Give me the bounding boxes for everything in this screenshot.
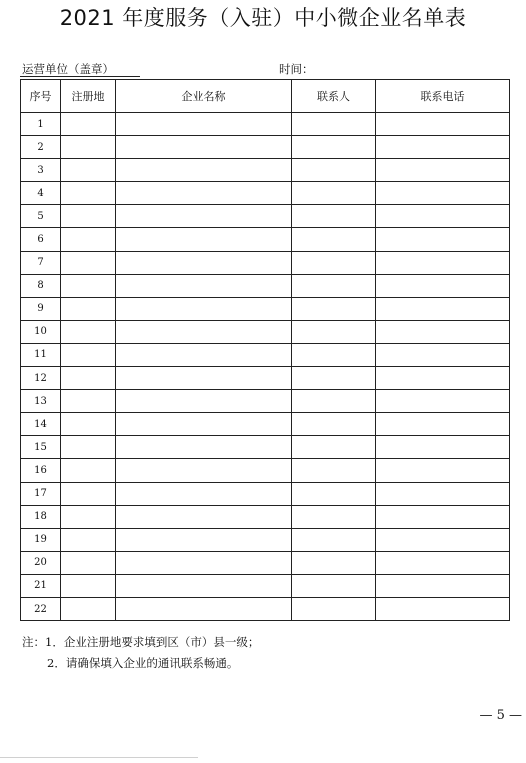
table-body <box>21 113 510 621</box>
cell-contact-phone[interactable] <box>376 367 510 390</box>
cell-registration-place[interactable] <box>61 274 116 297</box>
row-serial-number: 12 <box>21 367 61 390</box>
header-contact-person: 联系人 <box>292 80 376 113</box>
cell-contact-person[interactable] <box>292 113 376 136</box>
cell-registration-place[interactable] <box>61 390 116 413</box>
cell-registration-place[interactable] <box>61 574 116 597</box>
cell-company-name[interactable] <box>116 159 292 182</box>
table-row <box>21 251 510 274</box>
cell-contact-phone[interactable] <box>376 205 510 228</box>
cell-contact-phone[interactable] <box>376 459 510 482</box>
table-row <box>21 159 510 182</box>
cell-contact-person[interactable] <box>292 205 376 228</box>
table-header-row <box>21 80 510 113</box>
cell-contact-phone[interactable] <box>376 597 510 620</box>
cell-contact-person[interactable] <box>292 574 376 597</box>
cell-contact-phone[interactable] <box>376 136 510 159</box>
table-row <box>21 228 510 251</box>
table-row <box>21 505 510 528</box>
row-serial-number: 4 <box>21 182 61 205</box>
cell-contact-person[interactable] <box>292 274 376 297</box>
cell-company-name[interactable] <box>116 251 292 274</box>
row-serial-number: 13 <box>21 390 61 413</box>
table-row <box>21 343 510 366</box>
header-serial-number: 序号 <box>21 80 61 113</box>
cell-registration-place[interactable] <box>61 113 116 136</box>
row-serial-number: 16 <box>21 459 61 482</box>
cell-contact-person[interactable] <box>292 390 376 413</box>
table-row <box>21 274 510 297</box>
cell-registration-place[interactable] <box>61 413 116 436</box>
row-serial-number: 8 <box>21 274 61 297</box>
cell-contact-person[interactable] <box>292 367 376 390</box>
table-row <box>21 182 510 205</box>
note-line-1: 注：1．企业注册地要求填到区（市）县一级； <box>22 635 260 649</box>
row-serial-number: 7 <box>21 251 61 274</box>
cell-company-name[interactable] <box>116 113 292 136</box>
enterprise-roster-table <box>20 79 510 621</box>
table-row <box>21 320 510 343</box>
cell-contact-phone[interactable] <box>376 274 510 297</box>
cell-contact-person[interactable] <box>292 320 376 343</box>
cell-company-name[interactable] <box>116 320 292 343</box>
cell-contact-person[interactable] <box>292 551 376 574</box>
cell-registration-place[interactable] <box>61 597 116 620</box>
cell-registration-place[interactable] <box>61 159 116 182</box>
cell-contact-person[interactable] <box>292 159 376 182</box>
cell-registration-place[interactable] <box>61 251 116 274</box>
table-row <box>21 113 510 136</box>
row-serial-number: 9 <box>21 297 61 320</box>
row-serial-number: 19 <box>21 528 61 551</box>
row-serial-number: 11 <box>21 343 61 366</box>
cell-contact-person[interactable] <box>292 597 376 620</box>
cell-contact-person[interactable] <box>292 251 376 274</box>
header-registration-place: 注册地 <box>61 80 116 113</box>
cell-registration-place[interactable] <box>61 228 116 251</box>
cell-contact-phone[interactable] <box>376 551 510 574</box>
cell-contact-phone[interactable] <box>376 343 510 366</box>
cell-registration-place[interactable] <box>61 436 116 459</box>
table-row <box>21 367 510 390</box>
table-row <box>21 136 510 159</box>
cell-company-name[interactable] <box>116 136 292 159</box>
cell-contact-phone[interactable] <box>376 482 510 505</box>
cell-contact-phone[interactable] <box>376 297 510 320</box>
footer-rule <box>0 757 198 758</box>
table-row <box>21 436 510 459</box>
cell-company-name[interactable] <box>116 505 292 528</box>
cell-contact-person[interactable] <box>292 505 376 528</box>
cell-contact-person[interactable] <box>292 482 376 505</box>
cell-company-name[interactable] <box>116 459 292 482</box>
cell-contact-phone[interactable] <box>376 228 510 251</box>
cell-contact-phone[interactable] <box>376 320 510 343</box>
row-serial-number: 2 <box>21 136 61 159</box>
row-serial-number: 17 <box>21 482 61 505</box>
row-serial-number: 1 <box>21 113 61 136</box>
cell-contact-person[interactable] <box>292 343 376 366</box>
cell-contact-person[interactable] <box>292 436 376 459</box>
cell-registration-place[interactable] <box>61 182 116 205</box>
row-serial-number: 10 <box>21 320 61 343</box>
table-row <box>21 574 510 597</box>
cell-company-name[interactable] <box>116 482 292 505</box>
row-serial-number: 18 <box>21 505 61 528</box>
cell-contact-phone[interactable] <box>376 436 510 459</box>
cell-company-name[interactable] <box>116 390 292 413</box>
table-row <box>21 597 510 620</box>
row-serial-number: 6 <box>21 228 61 251</box>
row-serial-number: 5 <box>21 205 61 228</box>
cell-contact-phone[interactable] <box>376 251 510 274</box>
cell-contact-person[interactable] <box>292 182 376 205</box>
operating-unit-underline <box>20 76 140 77</box>
cell-contact-person[interactable] <box>292 528 376 551</box>
cell-registration-place[interactable] <box>61 343 116 366</box>
operating-unit-label: 运营单位（盖章） <box>22 62 114 76</box>
cell-contact-person[interactable] <box>292 297 376 320</box>
table-row <box>21 205 510 228</box>
cell-registration-place[interactable] <box>61 367 116 390</box>
cell-company-name[interactable] <box>116 413 292 436</box>
cell-company-name[interactable] <box>116 528 292 551</box>
notes <box>22 632 259 674</box>
row-serial-number: 14 <box>21 413 61 436</box>
cell-company-name[interactable] <box>116 228 292 251</box>
cell-company-name[interactable] <box>116 367 292 390</box>
cell-contact-person[interactable] <box>292 136 376 159</box>
page-title: 2021 年度服务（入驻）中小微企业名单表 <box>59 6 467 30</box>
cell-company-name[interactable] <box>116 205 292 228</box>
cell-registration-place[interactable] <box>61 136 116 159</box>
cell-registration-place[interactable] <box>61 505 116 528</box>
table-row <box>21 482 510 505</box>
row-serial-number: 3 <box>21 159 61 182</box>
page-number: — 5 — <box>479 708 522 723</box>
table-row <box>21 459 510 482</box>
cell-contact-phone[interactable] <box>376 182 510 205</box>
cell-registration-place[interactable] <box>61 528 116 551</box>
cell-registration-place[interactable] <box>61 551 116 574</box>
cell-contact-phone[interactable] <box>376 528 510 551</box>
cell-contact-person[interactable] <box>292 228 376 251</box>
cell-contact-phone[interactable] <box>376 159 510 182</box>
cell-company-name[interactable] <box>116 597 292 620</box>
table-row <box>21 297 510 320</box>
table-row <box>21 528 510 551</box>
time-label: 时间： <box>279 62 314 76</box>
cell-contact-phone[interactable] <box>376 574 510 597</box>
cell-contact-phone[interactable] <box>376 113 510 136</box>
cell-contact-phone[interactable] <box>376 413 510 436</box>
header-company-name: 企业名称 <box>116 80 292 113</box>
row-serial-number: 21 <box>21 574 61 597</box>
table-row <box>21 551 510 574</box>
cell-company-name[interactable] <box>116 297 292 320</box>
cell-registration-place[interactable] <box>61 320 116 343</box>
note-line-2: 2．请确保填入企业的通讯联系畅通。 <box>47 656 239 670</box>
cell-company-name[interactable] <box>116 182 292 205</box>
cell-company-name[interactable] <box>116 574 292 597</box>
row-serial-number: 15 <box>21 436 61 459</box>
cell-registration-place[interactable] <box>61 459 116 482</box>
cell-contact-phone[interactable] <box>376 390 510 413</box>
cell-registration-place[interactable] <box>61 482 116 505</box>
cell-registration-place[interactable] <box>61 297 116 320</box>
cell-company-name[interactable] <box>116 274 292 297</box>
cell-contact-phone[interactable] <box>376 505 510 528</box>
row-serial-number: 22 <box>21 597 61 620</box>
cell-company-name[interactable] <box>116 343 292 366</box>
cell-contact-person[interactable] <box>292 413 376 436</box>
header-contact-phone: 联系电话 <box>376 80 510 113</box>
cell-company-name[interactable] <box>116 436 292 459</box>
table-row <box>21 413 510 436</box>
cell-contact-person[interactable] <box>292 459 376 482</box>
cell-registration-place[interactable] <box>61 205 116 228</box>
row-serial-number: 20 <box>21 551 61 574</box>
cell-company-name[interactable] <box>116 551 292 574</box>
table-row <box>21 390 510 413</box>
